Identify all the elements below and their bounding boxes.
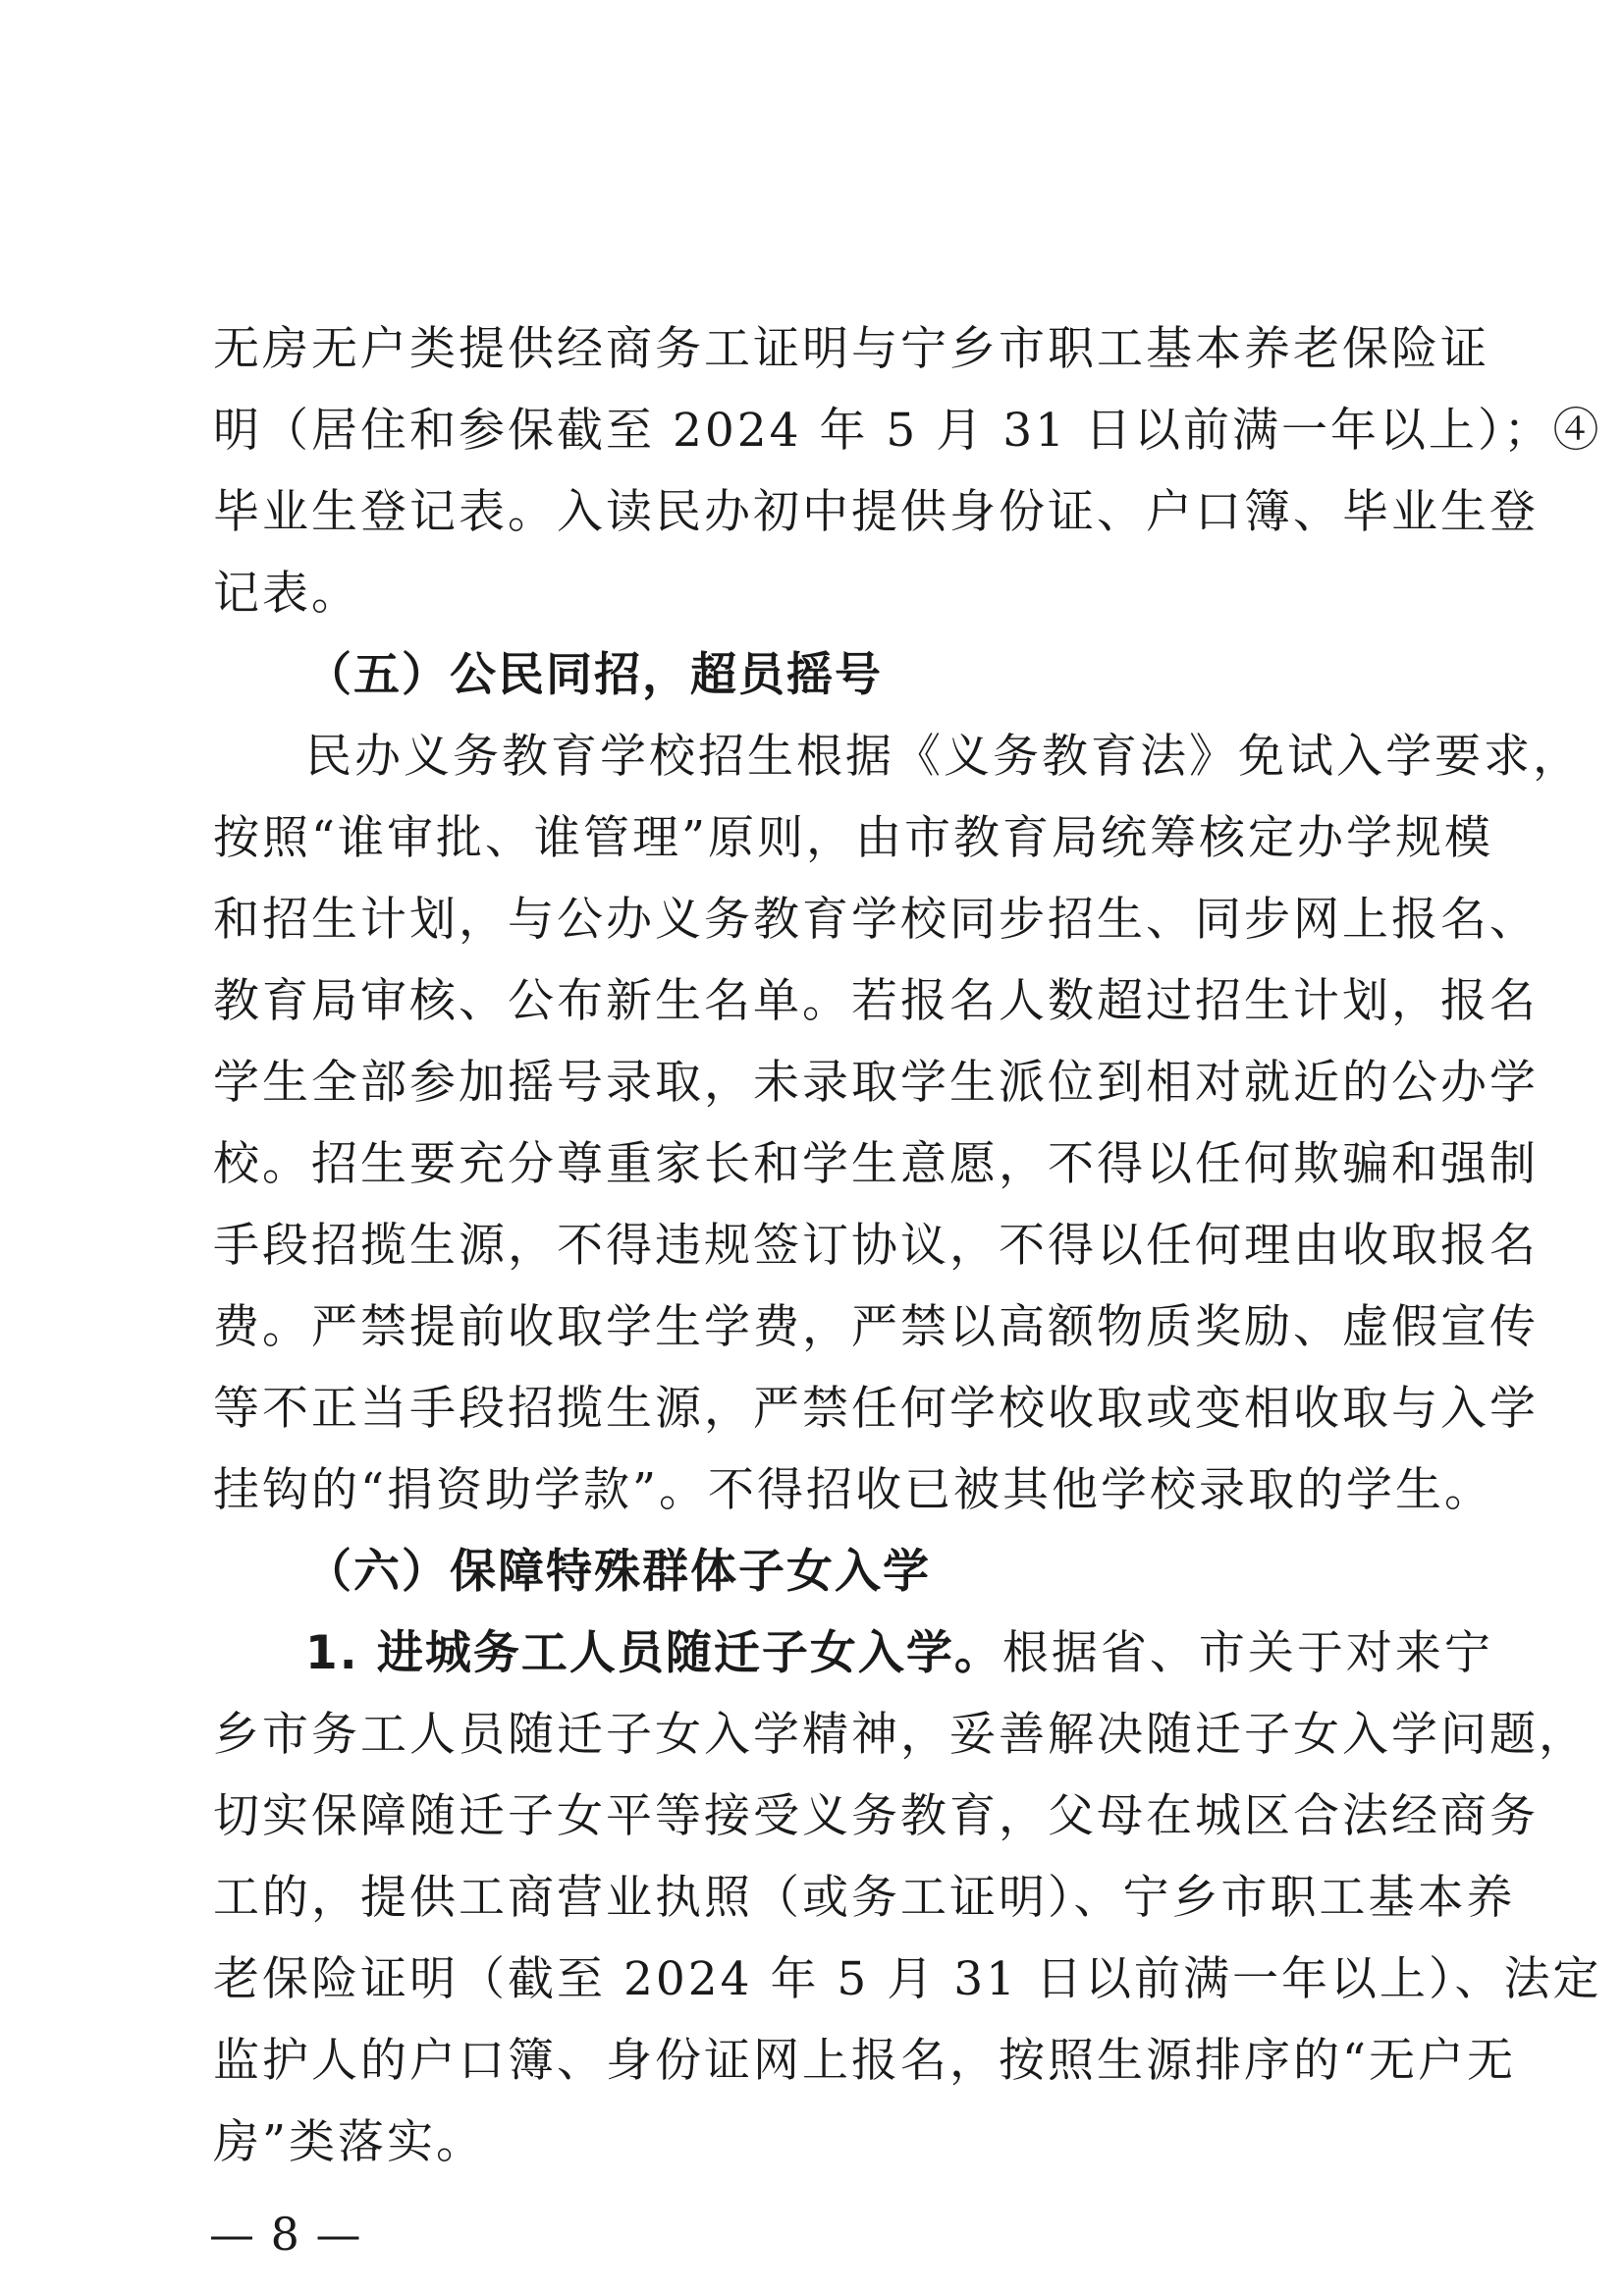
body-text-line: 老保险证明（截至 2024 年 5 月 31 日以前满一年以上）、法定	[213, 1952, 1602, 2006]
body-text-line: 毕业生登记表。入读民办初中提供身份证、户口簿、毕业生登	[213, 485, 1539, 539]
body-text-line: 乡市务工人员随迁子女入学精神，妥善解决随迁子女入学问题，	[213, 1708, 1588, 1762]
body-text-line: 工的，提供工商营业执照（或务工证明）、宁乡市职工基本养	[213, 1871, 1516, 1925]
body-text-line: 记表。	[213, 567, 360, 621]
body-text-line: 教育局审核、公布新生名单。若报名人数超过招生计划，报名	[213, 974, 1539, 1028]
body-text-line: 无房无户类提供经商务工证明与宁乡市职工基本养老保险证	[213, 322, 1489, 376]
section-heading-five: （五）公民同招，超员摇号	[305, 648, 883, 702]
body-text-line: 房”类落实。	[213, 2115, 486, 2169]
subsection-lead: 1. 进城务工人员随迁子女入学。	[305, 1626, 1002, 1680]
body-text-line: 挂钩的“捐资助学款”。不得招收已被其他学校录取的学生。	[213, 1463, 1494, 1517]
page-number: — 8 —	[209, 2208, 362, 2261]
body-text-line: 切实保障随迁子女平等接受义务教育，父母在城区合法经商务	[213, 1789, 1539, 1843]
section-heading-six: （六）保障特殊群体子女入学	[305, 1545, 931, 1599]
body-text-line: 按照“谁审批、谁管理”原则，由市教育局统筹核定办学规模	[213, 811, 1494, 865]
body-text-line: 手段招揽生源，不得违规签订协议，不得以任何理由收取报名	[213, 1219, 1539, 1273]
body-text-line: 明（居住和参保截至 2024 年 5 月 31 日以前满一年以上）；④	[213, 404, 1602, 458]
body-text-line: 和招生计划，与公办义务教育学校同步招生、同步网上报名、	[213, 893, 1539, 947]
body-text-line: 等不正当手段招揽生源，严禁任何学校收取或变相收取与入学	[213, 1382, 1539, 1436]
body-text-line: 民办义务教育学校招生根据《义务教育法》免试入学要求，	[305, 730, 1582, 784]
body-text-line: 费。严禁提前收取学生学费，严禁以高额物质奖励、虚假宣传	[213, 1300, 1539, 1354]
body-text-line: 校。招生要充分尊重家长和学生意愿，不得以任何欺骗和强制	[213, 1137, 1539, 1191]
body-text-line: 学生全部参加摇号录取，未录取学生派位到相对就近的公办学	[213, 1056, 1539, 1110]
body-text-span: 根据省、市关于对来宁	[1001, 1626, 1493, 1680]
body-text-line	[305, 1625, 1493, 1682]
body-text-line: 监护人的户口簿、身份证网上报名，按照生源排序的“无户无	[213, 2034, 1517, 2088]
